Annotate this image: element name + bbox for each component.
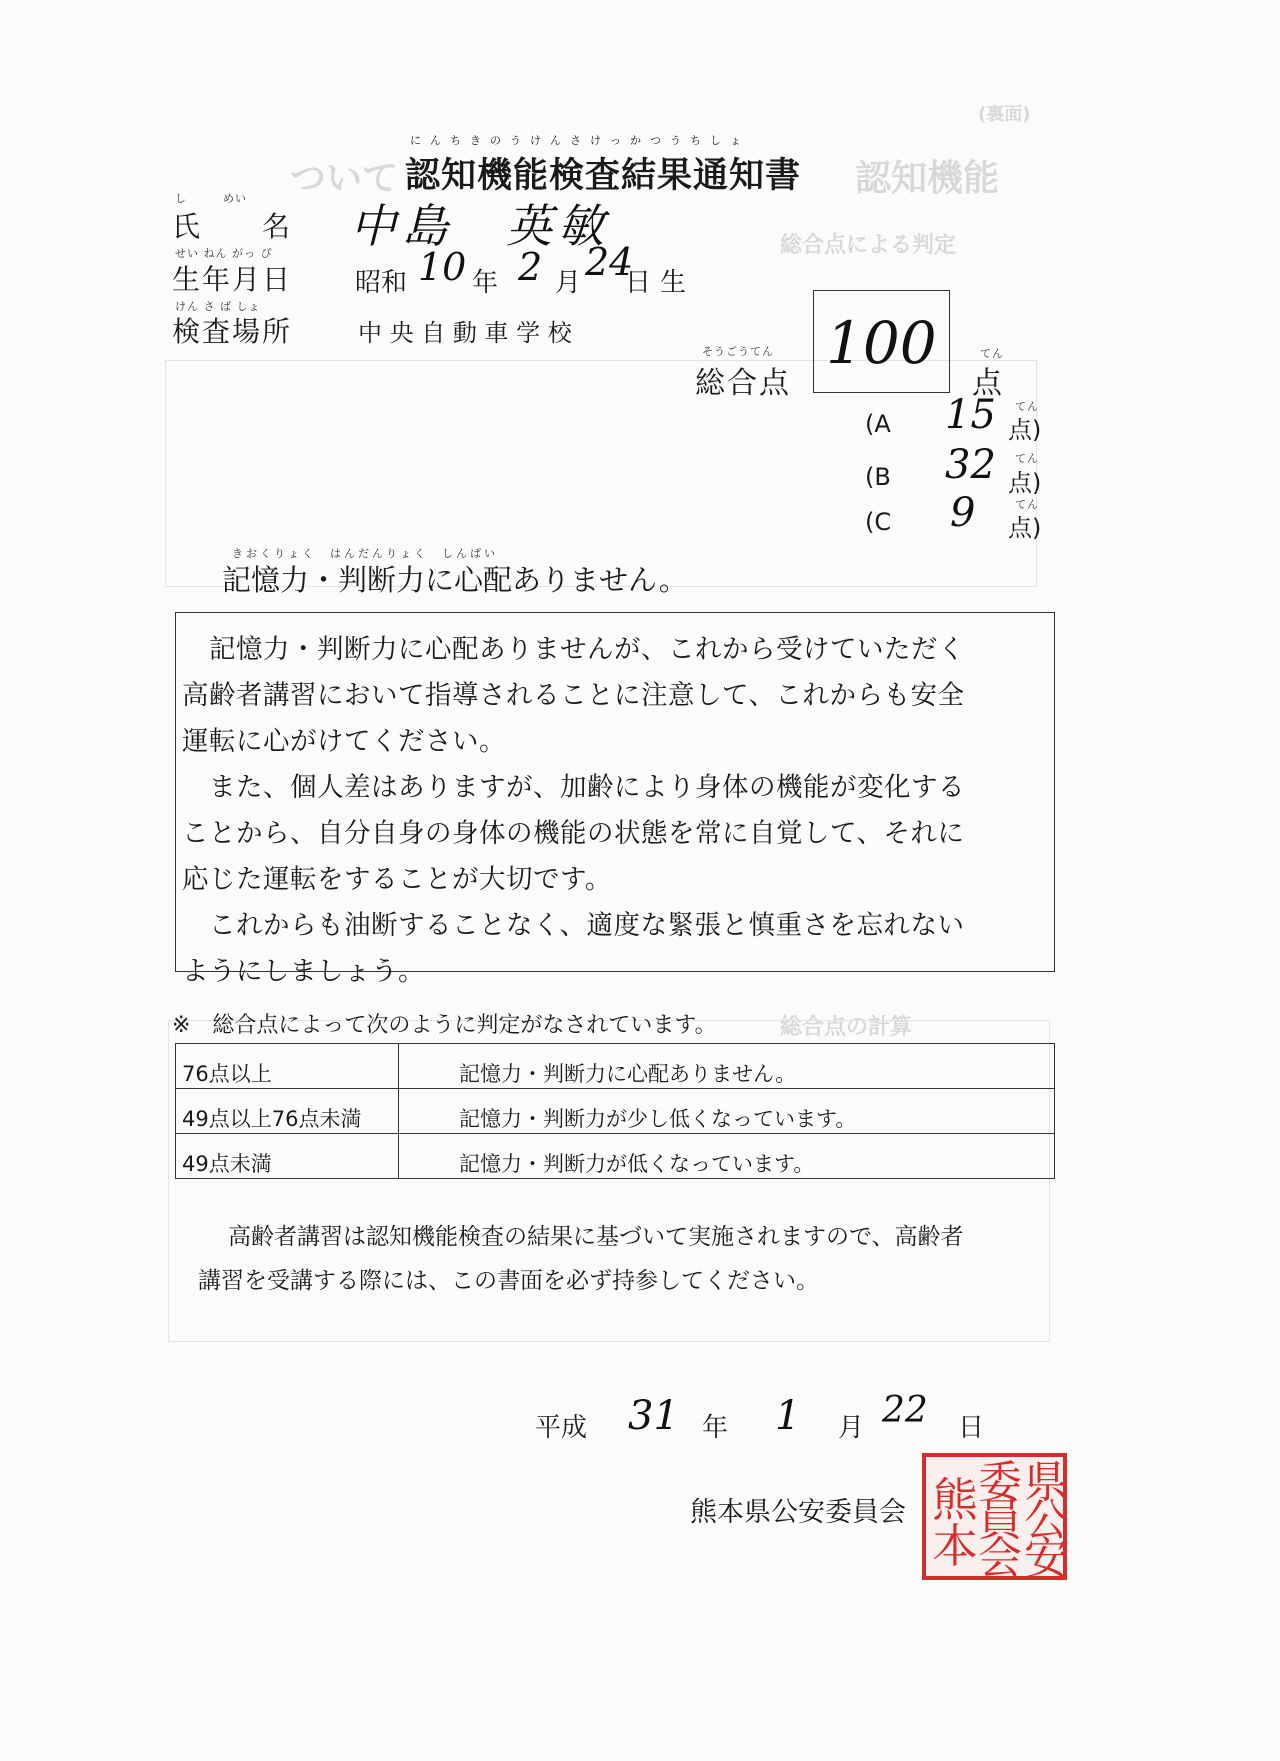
birth-suffix: 生 <box>660 268 687 298</box>
name-furigana: し めい <box>175 192 247 205</box>
place-furigana: けん さ ば しょ <box>175 300 261 313</box>
footer-line-1: 高齢者講習は認知機能検査の結果に基づいて実施されますので、高齢者 <box>228 1224 964 1250</box>
place-value: 中 央 自 動 車 学 校 <box>358 319 572 347</box>
message-line-4: また、個人差はありますが、加齢により身体の機能が変化する <box>209 772 965 803</box>
ghost-heading-2: 総合点の計算 <box>780 1015 913 1040</box>
ten-furigana: てん <box>980 347 1004 360</box>
ghost-title-tail: ついて <box>290 158 399 199</box>
score-b-value: 32 <box>945 442 996 488</box>
verdict-furigana: きおくりょく はんだんりょく しんぱい <box>232 547 498 560</box>
judgment-result: 記憶力・判断力が少し低くなっています。 <box>399 1089 1055 1134</box>
message-line-8: ようにしましょう。 <box>182 956 425 987</box>
score-a-label: (A <box>865 410 891 438</box>
message-line-5: ことから、自分自身の身体の機能の状態を常に自覚して、それに <box>182 818 965 849</box>
document-title: 認知機能検査結果通知書 <box>405 156 802 196</box>
issue-month-unit: 月 <box>838 1413 865 1443</box>
message-line-7: これからも油断することなく、適度な緊張と慎重さを忘れない <box>209 910 965 941</box>
issue-day-unit: 日 <box>958 1413 985 1443</box>
issuer-name: 熊本県公安委員会 <box>690 1497 906 1528</box>
c-ten-furigana: てん <box>1015 498 1039 511</box>
table-row <box>176 1089 1055 1134</box>
birth-label: 生年月日 <box>172 263 293 296</box>
a-ten-furigana: てん <box>1015 400 1039 413</box>
message-line-2: 高齢者講習において指導されることに注意して、これからも安全 <box>182 680 965 711</box>
birth-furigana: せい ねん がっ ぴ <box>175 247 273 260</box>
footer-line-2: 講習を受講する際には、この書面を必ず持参してください。 <box>198 1268 819 1294</box>
ghost-page-tag: (裏面) <box>978 104 1031 125</box>
birth-day: 24 <box>585 240 634 284</box>
ghost-title: 認知機能 <box>855 158 1000 199</box>
birth-year: 10 <box>418 245 467 289</box>
score-c-unit: 点) <box>1008 514 1042 542</box>
issue-month: 1 <box>775 1393 801 1439</box>
issue-day: 22 <box>882 1390 928 1431</box>
total-label: 総合点 <box>695 366 791 401</box>
b-ten-furigana: てん <box>1015 452 1039 465</box>
title-furigana: にんちきのうけんさけっかつうちしょ <box>410 134 750 147</box>
name-value: 中島 英敏 <box>350 199 610 253</box>
score-a-value: 15 <box>945 392 996 438</box>
judgment-result: 記憶力・判断力に心配ありません。 <box>399 1044 1055 1089</box>
official-seal: 県 公 安 委 員 会 熊 本 <box>922 1453 1067 1580</box>
judgment-table <box>175 1043 1055 1179</box>
total-score-box <box>813 290 950 393</box>
table-row <box>176 1044 1055 1089</box>
total-score-value: 100 <box>826 309 937 377</box>
message-line-3: 運転に心がけてください。 <box>182 726 506 757</box>
judgment-range: 76点以上 <box>176 1044 399 1089</box>
judgment-result: 記憶力・判断力が低くなっています。 <box>399 1134 1055 1179</box>
score-a-unit: 点) <box>1008 416 1042 444</box>
total-unit: 点 <box>972 366 1004 401</box>
name-label: 氏 名 <box>172 210 293 243</box>
advice-message-box <box>175 612 1055 987</box>
birth-era: 昭和 <box>355 268 408 298</box>
birth-year-unit: 年 <box>472 268 499 298</box>
birth-month-unit: 月 <box>555 268 582 298</box>
birth-day-unit: 日 <box>625 268 652 298</box>
message-line-6: 応じた運転をすることが大切です。 <box>182 864 612 895</box>
issue-year-unit: 年 <box>702 1413 729 1443</box>
score-c-label: (C <box>865 508 892 536</box>
judgment-range: 49点未満 <box>176 1134 399 1179</box>
judgment-range: 49点以上76点未満 <box>176 1089 399 1134</box>
issue-year: 31 <box>628 1393 679 1439</box>
total-furigana: そうごうてん <box>702 345 774 358</box>
judgment-note: ※ 総合点によって次のように判定がなされています。 <box>172 1013 717 1038</box>
score-c-value: 9 <box>950 490 976 536</box>
score-b-unit: 点) <box>1008 469 1042 497</box>
score-b-label: (B <box>865 463 891 491</box>
table-row <box>176 1134 1055 1179</box>
message-line-1: 記憶力・判断力に心配ありませんが、これから受けていただく <box>209 634 965 665</box>
verdict-text: 記憶力・判断力に心配ありません。 <box>222 563 688 597</box>
birth-month: 2 <box>518 245 543 289</box>
ghost-heading-1: 総合点による判定 <box>780 233 957 258</box>
place-label: 検査場所 <box>172 315 293 348</box>
issue-era: 平成 <box>535 1413 588 1443</box>
